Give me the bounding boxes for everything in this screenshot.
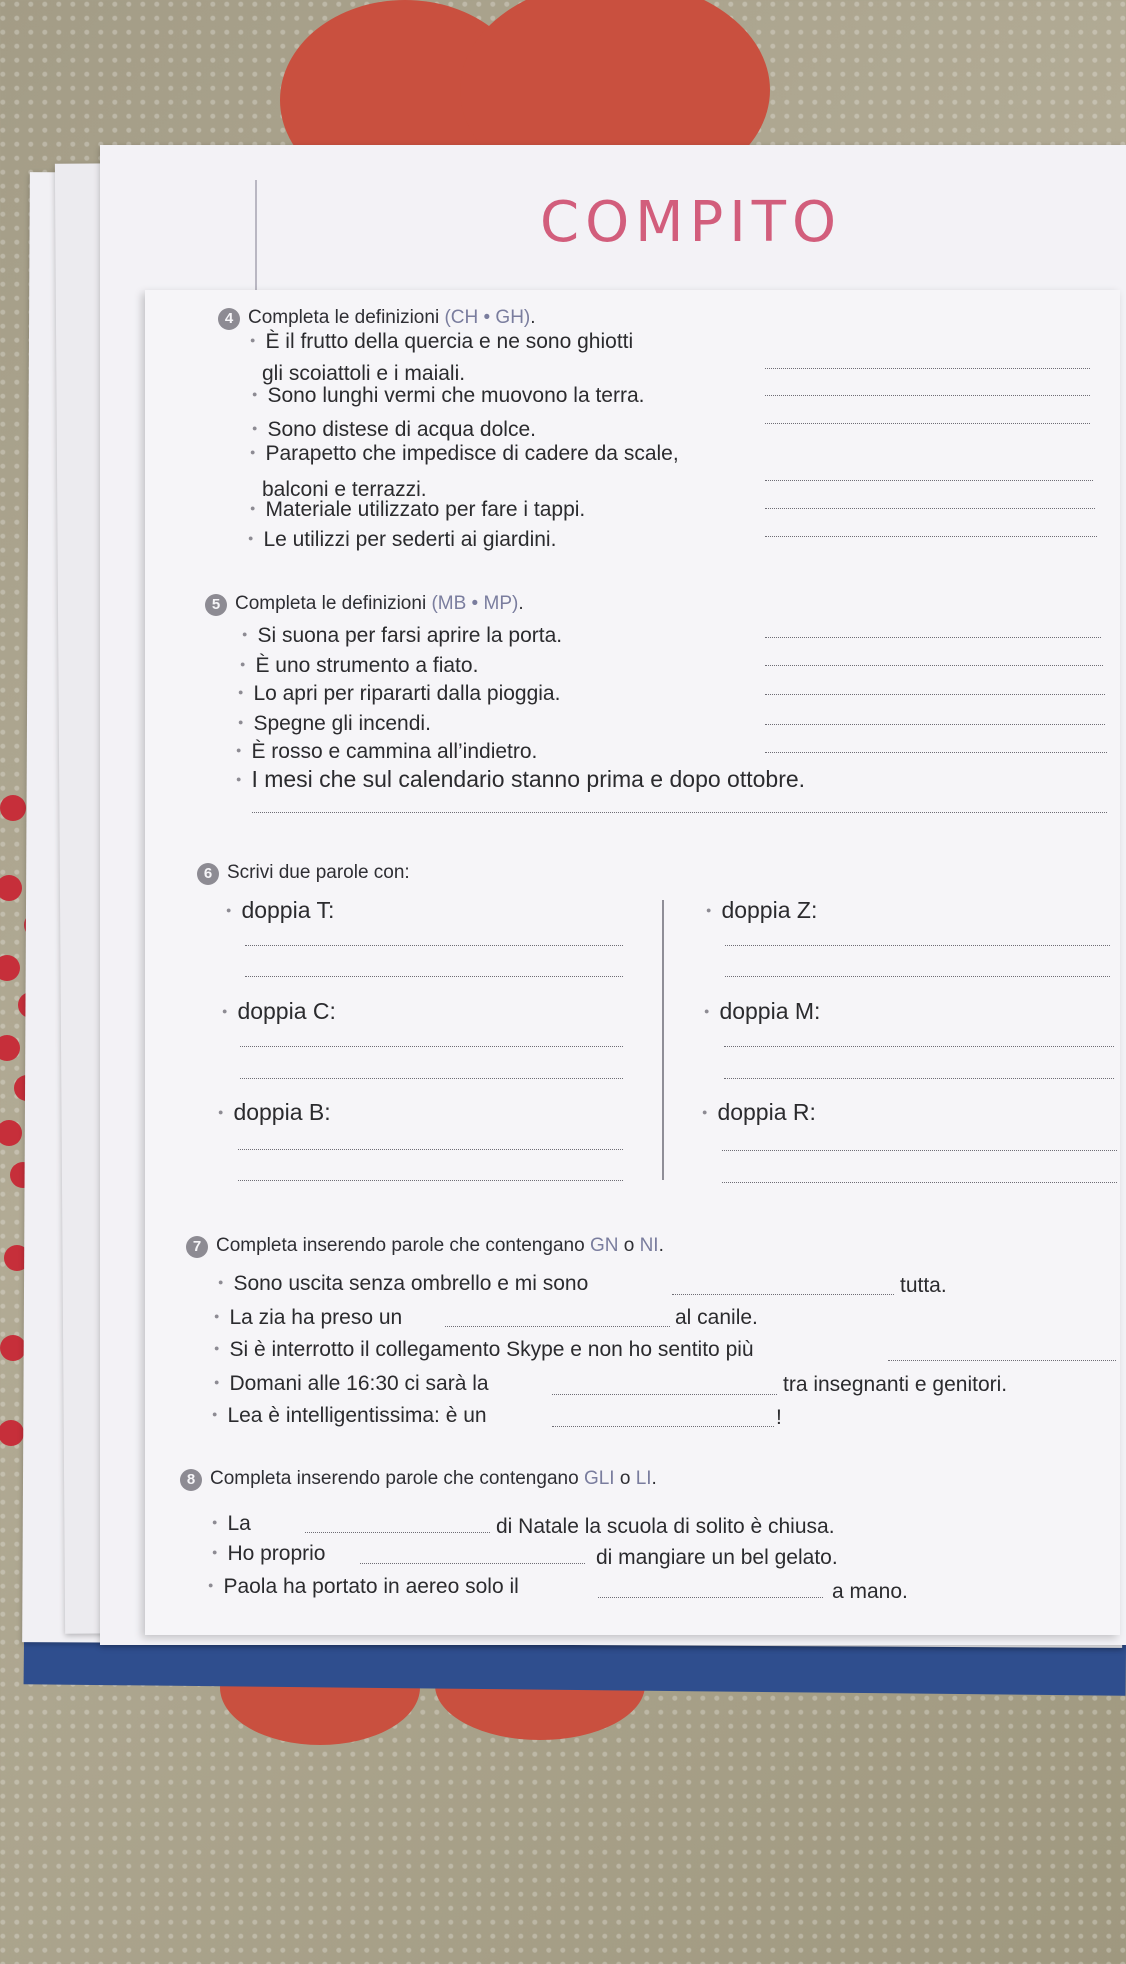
answer-line[interactable] — [672, 1294, 894, 1295]
answer-line[interactable] — [238, 1149, 623, 1150]
fill-in-sentence: ● Domani alle 16:30 ci sarà la — [214, 1372, 489, 1396]
answer-line[interactable] — [252, 812, 1107, 813]
answer-line[interactable] — [765, 665, 1103, 666]
answer-line[interactable] — [765, 508, 1095, 509]
double-letter-prompt: ● doppia C: — [222, 998, 336, 1025]
answer-line[interactable] — [240, 1078, 623, 1079]
answer-line[interactable] — [765, 368, 1090, 369]
answer-line[interactable] — [725, 976, 1110, 977]
answer-line[interactable] — [888, 1360, 1116, 1361]
section-8-heading: 8 Completa inserendo parole che contengano GLI o LI. — [180, 1468, 657, 1491]
answer-line[interactable] — [765, 752, 1107, 753]
answer-line[interactable] — [724, 1078, 1114, 1079]
answer-line[interactable] — [765, 637, 1101, 638]
fill-in-sentence-end: di Natale la scuola di solito è chiusa. — [496, 1515, 835, 1538]
answer-line[interactable] — [722, 1182, 1117, 1183]
fill-in-sentence: ● Lea è intelligentissima: è un — [212, 1404, 487, 1428]
definition-item: ● Parapetto che impedisce di cadere da scale, — [250, 442, 679, 466]
answer-line[interactable] — [765, 724, 1105, 725]
fill-in-sentence: ● Paola ha portato in aereo solo il — [208, 1575, 519, 1599]
column-divider — [662, 900, 664, 1180]
fill-in-sentence-end: a mano. — [832, 1580, 908, 1603]
answer-line[interactable] — [240, 1046, 623, 1047]
answer-line[interactable] — [765, 694, 1105, 695]
section-5-heading: 5 Completa le definizioni (MB • MP). — [205, 593, 524, 616]
definition-item: ● Si suona per farsi aprire la porta. — [242, 624, 562, 648]
answer-line[interactable] — [552, 1394, 777, 1395]
answer-line[interactable] — [765, 480, 1093, 481]
answer-line[interactable] — [722, 1150, 1117, 1151]
double-letter-prompt: ● doppia B: — [218, 1099, 331, 1126]
definition-item: ● È rosso e cammina all’indietro. — [236, 740, 537, 764]
section-4-heading: 4 Completa le definizioni (CH • GH). — [218, 307, 536, 330]
double-letter-prompt: ● doppia M: — [704, 998, 820, 1025]
handwritten-title: COMPITO — [540, 190, 843, 255]
definition-item: ● Sono lunghi vermi che muovono la terra. — [252, 384, 644, 408]
answer-line[interactable] — [245, 945, 623, 946]
definition-item: ● I mesi che sul calendario stanno prima e dopo ottobre. — [236, 766, 805, 793]
definition-item: ● Sono distese di acqua dolce. — [252, 418, 536, 442]
double-letter-prompt: ● doppia T: — [226, 897, 334, 924]
definition-item: ● Materiale utilizzato per fare i tappi. — [250, 498, 585, 522]
double-letter-prompt: ● doppia Z: — [706, 897, 817, 924]
fill-in-sentence-end: tutta. — [900, 1274, 947, 1297]
answer-line[interactable] — [765, 395, 1090, 396]
answer-line[interactable] — [445, 1326, 670, 1327]
answer-line[interactable] — [724, 1046, 1114, 1047]
answer-line[interactable] — [765, 423, 1090, 424]
fill-in-sentence-end: tra insegnanti e genitori. — [783, 1373, 1008, 1396]
fill-in-sentence-end: di mangiare un bel gelato. — [596, 1546, 838, 1569]
section-number-badge: 5 — [205, 594, 227, 616]
section-number-badge: 4 — [218, 308, 240, 330]
answer-line[interactable] — [305, 1532, 490, 1533]
answer-line[interactable] — [765, 536, 1097, 537]
section-number-badge: 6 — [197, 863, 219, 885]
fill-in-sentence: ● La — [212, 1512, 251, 1536]
section-6-heading: 6 Scrivi due parole con: — [197, 862, 410, 885]
fill-in-sentence-end: al canile. — [675, 1306, 758, 1329]
fill-in-sentence: ● Ho proprio — [212, 1542, 326, 1566]
definition-item: ● Spegne gli incendi. — [238, 712, 431, 736]
answer-line[interactable] — [598, 1597, 823, 1598]
answer-line[interactable] — [360, 1563, 585, 1564]
definition-item: ● Le utilizzi per sederti ai giardini. — [248, 528, 556, 552]
fill-in-sentence-end: ! — [776, 1406, 782, 1429]
definition-item-cont: gli scoiattoli e i maiali. — [262, 362, 466, 385]
fill-in-sentence: ● La zia ha preso un — [214, 1306, 402, 1330]
definition-item: ● È uno strumento a fiato. — [240, 654, 478, 678]
definition-item: ● Lo apri per ripararti dalla pioggia. — [238, 682, 560, 706]
section-7-heading: 7 Completa inserendo parole che contengano GN o NI. — [186, 1235, 664, 1258]
fill-in-sentence: ● Sono uscita senza ombrello e mi sono — [218, 1272, 588, 1296]
definition-item-cont: balconi e terrazzi. — [262, 478, 427, 501]
fill-in-sentence: ● Si è interrotto il collegamento Skype e non ho sentito più — [214, 1338, 754, 1362]
answer-line[interactable] — [552, 1426, 774, 1427]
double-letter-prompt: ● doppia R: — [702, 1099, 816, 1126]
definition-item: ● È il frutto della quercia e ne sono ghiotti — [250, 330, 633, 354]
answer-line[interactable] — [238, 1180, 623, 1181]
answer-line[interactable] — [245, 976, 623, 977]
section-number-badge: 7 — [186, 1236, 208, 1258]
answer-line[interactable] — [725, 945, 1110, 946]
section-number-badge: 8 — [180, 1469, 202, 1491]
